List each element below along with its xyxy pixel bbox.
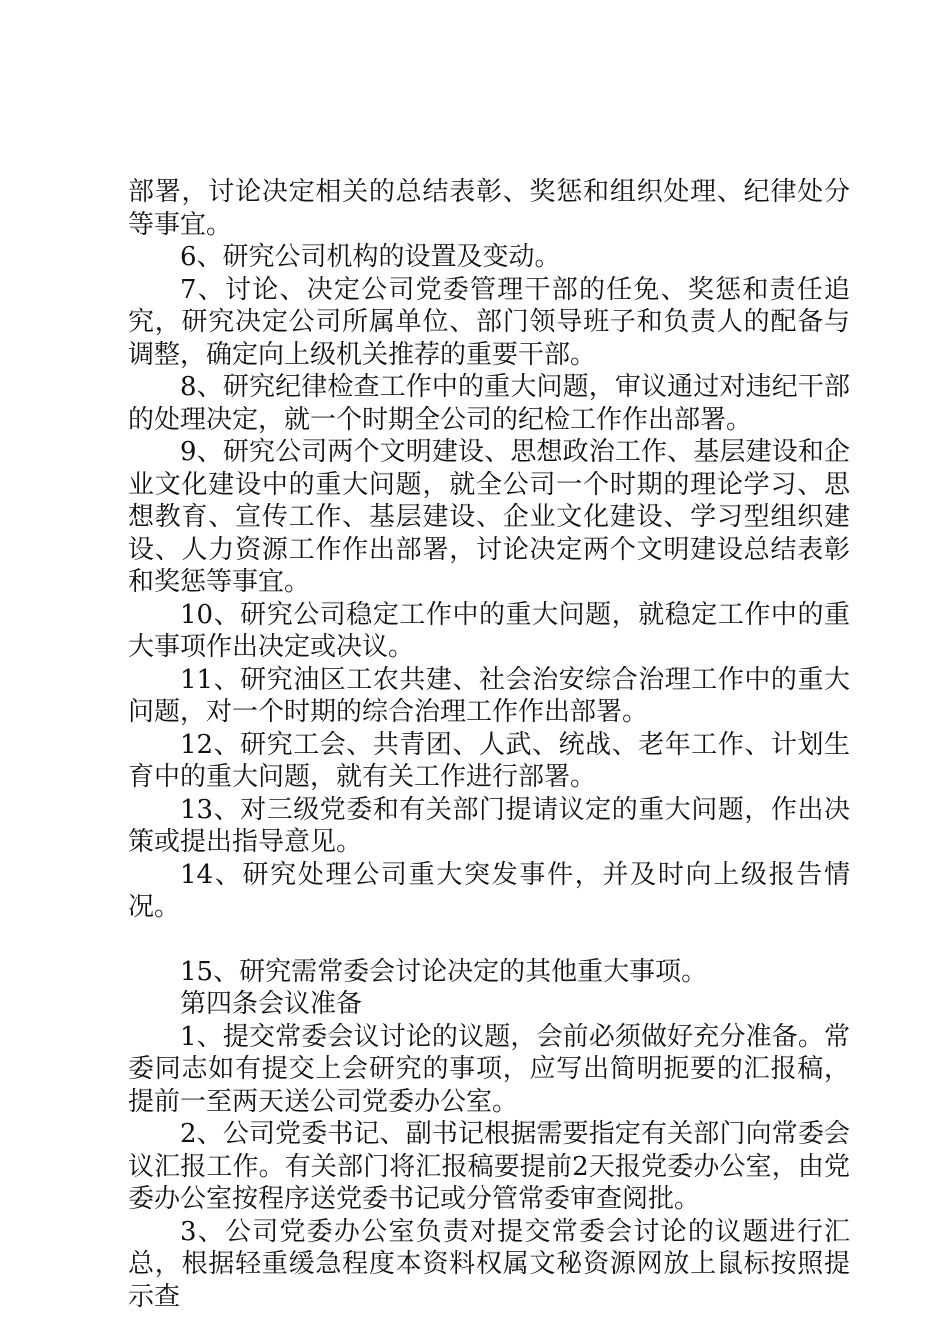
- paragraph-item-15: 15、研究需常委会讨论决定的其他重大事项。: [180, 956, 708, 987]
- paragraph-item-12: 12、研究工会、共青团、人武、统战、老年工作、计划生育中的重大问题，就有关工作进行部署。: [128, 729, 850, 792]
- paragraph-item-14: 14、研究处理公司重大突发事件，并及时向上级报告情况。: [128, 859, 850, 922]
- paragraph-item-13: 13、对三级党委和有关部门提请议定的重大问题，作出决策或提出指导意见。: [128, 794, 850, 857]
- paragraph-item-6: 6、研究公司机构的设置及变动。: [180, 242, 561, 272]
- paragraph-continuation: 部署，讨论决定相关的总结表彰、奖惩和组织处理、纪律处分等事宜。: [128, 177, 850, 240]
- paragraph-prep-1: 1、提交常委会议讨论的议题，会前必须做好充分准备。常委同志如有提交上会研究的事项，应写出简明扼要的汇报稿，提前一至两天送公司党委办公室。: [128, 1021, 850, 1117]
- paragraph-item-10: 10、研究公司稳定工作中的重大问题，就稳定工作中的重大事项作出决定或决议。: [128, 599, 850, 662]
- paragraph-item-9: 9、研究公司两个文明建设、思想政治工作、基层建设和企业文化建设中的重大问题，就全公司一个时期的理论学习、思想教育、宣传工作、基层建设、企业文化建设、学习型组织建设、人力资源工作作出部署，讨论决定两个文明建设总结表彰和奖惩等事宜。: [128, 437, 850, 597]
- paragraph-item-11: 11、研究油区工农共建、社会治安综合治理工作中的重大问题，对一个时期的综合治理工作作出部署。: [128, 664, 850, 727]
- section-heading-article-4: 第四条会议准备: [180, 989, 363, 1019]
- paragraph-item-8: 8、研究纪律检查工作中的重大问题，审议通过对违纪干部的处理决定，就一个时期全公司的纪检工作作出部署。: [128, 372, 850, 435]
- paragraph-prep-3: 3、公司党委办公室负责对提交常委会讨论的议题进行汇总，根据轻重缓急程度本资料权属文秘资源网放上鼠标按照提示查: [128, 1216, 850, 1312]
- document-body: [128, 176, 850, 1313]
- paragraph-prep-2: 2、公司党委书记、副书记根据需要指定有关部门向常委会议汇报工作。有关部门将汇报稿要提前2天报党委办公室，由党委办公室按程序送党委书记或分管常委审查阅批。: [128, 1119, 850, 1214]
- paragraph-item-7: 7、讨论、决定公司党委管理干部的任免、奖惩和责任追究，研究决定公司所属单位、部门领导班子和负责人的配备与调整，确定向上级机关推荐的重要干部。: [128, 274, 850, 370]
